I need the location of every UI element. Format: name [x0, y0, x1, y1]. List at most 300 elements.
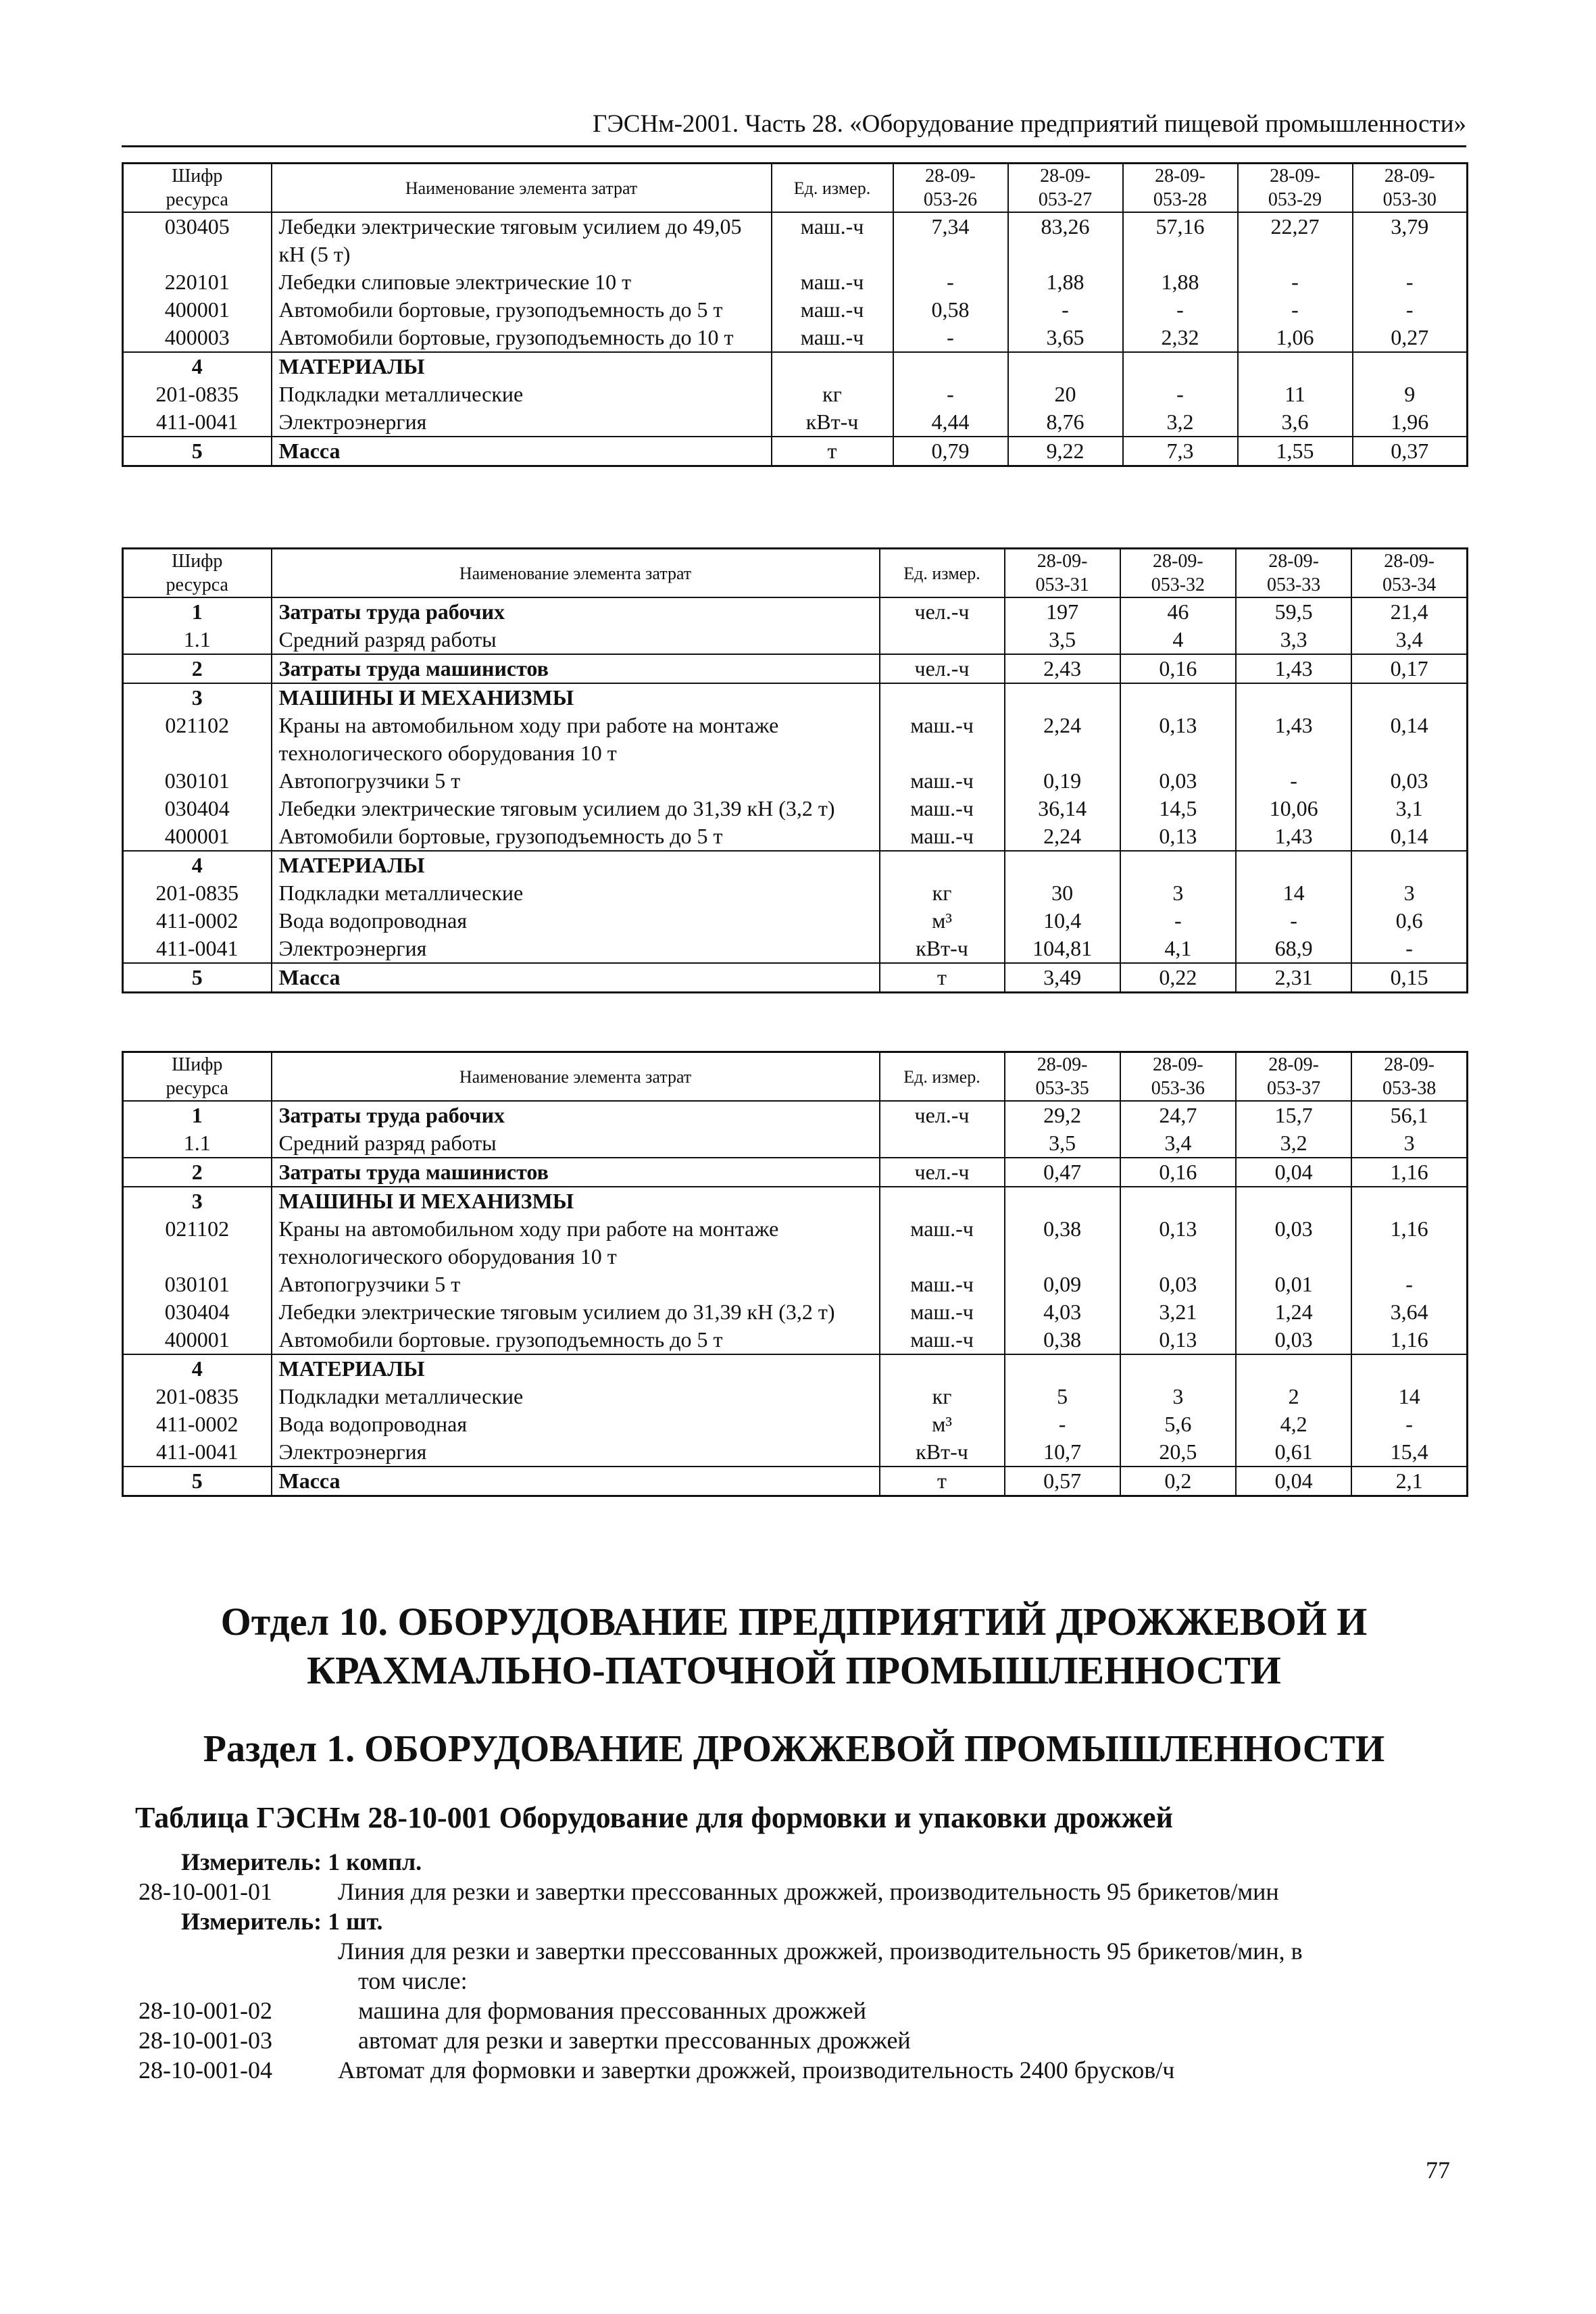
header-column-code [1123, 164, 1238, 213]
column-code-line2: 053-37 [1266, 1078, 1321, 1099]
header-code [123, 1052, 272, 1102]
unit-of-measure: чел.-ч [880, 654, 1005, 683]
cost-element-name: Масса [272, 1467, 880, 1496]
table-row [123, 795, 1468, 822]
norm-value: 3 [1351, 1129, 1467, 1158]
column-code-line2: 053-31 [1035, 574, 1089, 595]
norm-value [1123, 352, 1238, 380]
resource-code: 021102 [123, 712, 272, 767]
header-column-code [1353, 164, 1468, 213]
cost-element-name: Электроэнергия [272, 935, 880, 963]
cost-element-name: Лебедки электрические тяговым усилием до 49,05 кН (5 т) [272, 212, 772, 268]
cost-element-name: Затраты труда рабочих [272, 1101, 880, 1129]
table-row [123, 1187, 1468, 1215]
unit-of-measure: кг [880, 879, 1005, 907]
column-code-line1: 28-09- [1268, 1054, 1319, 1075]
norm-value: 5 [1005, 1383, 1120, 1410]
item-text-1: Линия для резки и завертки прессованных дрожжей, производительность 95 брикетов/мин [338, 1878, 1279, 1905]
norm-value: 2,24 [1005, 822, 1120, 851]
unit-of-measure: маш.-ч [772, 296, 893, 324]
column-code-line1: 28-09- [1153, 1054, 1203, 1075]
norm-value: 0,03 [1236, 1326, 1351, 1354]
norm-value: 0,47 [1005, 1158, 1120, 1187]
norm-value: 0,03 [1120, 1271, 1236, 1298]
table-title: Таблица ГЭСНм 28-10-001 Оборудование для формовки и упаковки дрожжей [135, 1801, 1173, 1834]
norm-value: 2,31 [1236, 963, 1351, 993]
column-code-line1: 28-09- [1384, 166, 1435, 187]
norm-value: 8,76 [1008, 408, 1123, 437]
unit-of-measure: маш.-ч [880, 795, 1005, 822]
norm-value: - [1008, 296, 1123, 324]
table-row [123, 324, 1468, 352]
norm-value: 7,3 [1123, 437, 1238, 466]
table-row [123, 1215, 1468, 1271]
column-code-line2: 053-26 [923, 189, 978, 210]
cost-element-name: Вода водопроводная [272, 907, 880, 935]
norm-value: - [1353, 296, 1468, 324]
table-row [123, 1129, 1468, 1158]
unit-of-measure: маш.-ч [880, 822, 1005, 851]
header-column-code [1120, 1052, 1236, 1102]
cost-element-name: Затраты труда машинистов [272, 654, 880, 683]
table-row [123, 1271, 1468, 1298]
resource-code: 3 [123, 683, 272, 712]
table-row [123, 654, 1468, 683]
norm-value: 0,04 [1236, 1467, 1351, 1496]
column-code-line1: 28-09- [1384, 1054, 1435, 1075]
norm-value: 11 [1238, 380, 1353, 408]
unit-of-measure: кг [880, 1383, 1005, 1410]
table-row [123, 597, 1468, 626]
item-text-4: Автомат для формовки и завертки дрожжей, производительность 2400 брусков/ч [338, 2057, 1175, 2084]
resource-code: 030405 [123, 212, 272, 268]
cost-element-name: Краны на автомобильном ходу при работе на монтаже технологического оборудования 10 т [272, 712, 880, 767]
norm-value: 0,79 [893, 437, 1008, 466]
resource-code: 411-0041 [123, 1438, 272, 1467]
norm-value: - [1123, 380, 1238, 408]
resource-code: 400001 [123, 822, 272, 851]
item-code-1: 28-10-001-01 [139, 1878, 272, 1905]
unit-of-measure [880, 683, 1005, 712]
header-unit: Ед. измер. [880, 549, 1005, 598]
cost-element-name: МАШИНЫ И МЕХАНИЗМЫ [272, 1187, 880, 1215]
resource-code: 030404 [123, 795, 272, 822]
column-code-line2: 053-29 [1268, 189, 1322, 210]
norm-value [1236, 683, 1351, 712]
norm-value: 36,14 [1005, 795, 1120, 822]
measure-label-1: Измеритель: 1 компл. [181, 1848, 422, 1875]
norm-value [1005, 851, 1120, 879]
column-code-line2: 053-30 [1382, 189, 1437, 210]
header-code-line1: Шифр [172, 1054, 223, 1075]
resource-code: 030101 [123, 1271, 272, 1298]
header-code [123, 164, 272, 213]
norm-value: - [1351, 1271, 1467, 1298]
norm-value: 22,27 [1238, 212, 1353, 268]
norm-value: 83,26 [1008, 212, 1123, 268]
resource-code: 1 [123, 1101, 272, 1129]
norm-value: 3 [1351, 879, 1467, 907]
resource-code: 4 [123, 851, 272, 879]
column-code-line1: 28-09- [1155, 166, 1205, 187]
table-row [123, 352, 1468, 380]
norm-value: 20,5 [1120, 1438, 1236, 1467]
resource-code: 411-0041 [123, 408, 272, 437]
header-unit: Ед. измер. [880, 1052, 1005, 1102]
norm-value: 3,1 [1351, 795, 1467, 822]
table-row [123, 935, 1468, 963]
unit-of-measure: т [880, 1467, 1005, 1496]
norm-value: 3,3 [1236, 626, 1351, 654]
item-text-3: автомат для резки и завертки прессованных дрожжей [358, 2027, 911, 2054]
column-code-line1: 28-09- [925, 166, 976, 187]
cost-element-name: Лебедки слиповые электрические 10 т [272, 268, 772, 296]
table-row [123, 1354, 1468, 1383]
norm-value: 0,13 [1120, 1215, 1236, 1271]
table-row [123, 683, 1468, 712]
norm-value: 4,1 [1120, 935, 1236, 963]
norm-value [1005, 1354, 1120, 1383]
header-column-code [1351, 549, 1467, 598]
resource-code: 5 [123, 437, 272, 466]
norm-value: 2,1 [1351, 1467, 1467, 1496]
header-column-code [1351, 1052, 1467, 1102]
column-code-line1: 28-09- [1270, 166, 1320, 187]
norm-value [1236, 851, 1351, 879]
cost-element-name: Затраты труда машинистов [272, 1158, 880, 1187]
unit-of-measure: т [880, 963, 1005, 993]
norm-value: 1,55 [1238, 437, 1353, 466]
norm-value: 4,03 [1005, 1298, 1120, 1326]
header-column-code [1238, 164, 1353, 213]
item-code-4: 28-10-001-04 [139, 2057, 272, 2084]
norm-value: - [1236, 907, 1351, 935]
norm-value: 1,96 [1353, 408, 1468, 437]
norm-value: 9,22 [1008, 437, 1123, 466]
norm-value: 0,37 [1353, 437, 1468, 466]
norm-value: 0,04 [1236, 1158, 1351, 1187]
norm-value: 0,13 [1120, 712, 1236, 767]
norm-value: 56,1 [1351, 1101, 1467, 1129]
norm-value [893, 352, 1008, 380]
norm-value: 14 [1351, 1383, 1467, 1410]
norm-value: 0,01 [1236, 1271, 1351, 1298]
cost-element-name: Масса [272, 963, 880, 993]
norm-value: 0,19 [1005, 767, 1120, 795]
norm-value: 3,6 [1238, 408, 1353, 437]
page-header: ГЭСНм-2001. Часть 28. «Оборудование предприятий пищевой промышленности» [122, 109, 1466, 147]
norm-value: 0,38 [1005, 1326, 1120, 1354]
cost-element-name: Электроэнергия [272, 1438, 880, 1467]
norm-value: 0,27 [1353, 324, 1468, 352]
cost-element-name: МАТЕРИАЛЫ [272, 851, 880, 879]
table-row [123, 767, 1468, 795]
norm-value: - [1353, 268, 1468, 296]
norm-value: 0,03 [1351, 767, 1467, 795]
unit-of-measure [880, 626, 1005, 654]
cost-element-name: Автомобили бортовые, грузоподъемность до 5 т [272, 822, 880, 851]
norm-value: 1,16 [1351, 1215, 1467, 1271]
norm-value: 0,6 [1351, 907, 1467, 935]
norm-value: 3 [1120, 879, 1236, 907]
norm-value: 2 [1236, 1383, 1351, 1410]
norm-value: 1,43 [1236, 654, 1351, 683]
unit-of-measure: т [772, 437, 893, 466]
table-row [123, 963, 1468, 993]
header-code-line1: Шифр [172, 166, 223, 187]
column-code-line1: 28-09- [1040, 166, 1091, 187]
norm-value: 0,57 [1005, 1467, 1120, 1496]
cost-element-name: Подкладки металлические [272, 380, 772, 408]
department-title-line2: КРАХМАЛЬНО-ПАТОЧНОЙ ПРОМЫШЛЕННОСТИ [307, 1648, 1281, 1692]
norm-value: 0,38 [1005, 1215, 1120, 1271]
unit-of-measure: м³ [880, 1410, 1005, 1438]
norm-value: 3,4 [1120, 1129, 1236, 1158]
norm-value: 0,16 [1120, 1158, 1236, 1187]
unit-of-measure [880, 851, 1005, 879]
norm-value: 3,65 [1008, 324, 1123, 352]
table-row [123, 851, 1468, 879]
norm-value: 10,4 [1005, 907, 1120, 935]
cost-element-name: МАШИНЫ И МЕХАНИЗМЫ [272, 683, 880, 712]
table-row [123, 1467, 1468, 1496]
norm-value [1236, 1354, 1351, 1383]
header-unit: Ед. измер. [772, 164, 893, 213]
cost-element-name: Вода водопроводная [272, 1410, 880, 1438]
norm-value: 0,03 [1120, 767, 1236, 795]
norm-value: 57,16 [1123, 212, 1238, 268]
resource-code: 4 [123, 352, 272, 380]
department-title-line1: Отдел 10. ОБОРУДОВАНИЕ ПРЕДПРИЯТИЙ ДРОЖЖЕВОЙ И [220, 1600, 1368, 1644]
norm-value: 7,34 [893, 212, 1008, 268]
column-code-line1: 28-09- [1153, 551, 1203, 572]
norm-value: 3,21 [1120, 1298, 1236, 1326]
header-column-code [1005, 549, 1120, 598]
cost-element-name: Электроэнергия [272, 408, 772, 437]
norm-value [1351, 851, 1467, 879]
norm-value: 10,06 [1236, 795, 1351, 822]
cost-element-name: Средний разряд работы [272, 626, 880, 654]
unit-of-measure: маш.-ч [880, 767, 1005, 795]
norm-value: 1,06 [1238, 324, 1353, 352]
norm-value [1120, 1354, 1236, 1383]
norm-value: 21,4 [1351, 597, 1467, 626]
table-row [123, 1410, 1468, 1438]
norm-value: 197 [1005, 597, 1120, 626]
norm-value: 14,5 [1120, 795, 1236, 822]
table-row [123, 1158, 1468, 1187]
column-code-line1: 28-09- [1268, 551, 1319, 572]
header-name: Наименование элемента затрат [272, 1052, 880, 1102]
page-number: 77 [1426, 2157, 1450, 2184]
norms-table-3 [122, 1051, 1468, 1497]
intro-line-2: том числе: [358, 1967, 468, 1994]
header-column-code [1236, 1052, 1351, 1102]
item-code-2: 28-10-001-02 [139, 1997, 272, 2024]
norm-value: 24,7 [1120, 1101, 1236, 1129]
table-row [123, 712, 1468, 767]
table-row [123, 408, 1468, 437]
resource-code: 400003 [123, 324, 272, 352]
unit-of-measure: кг [772, 380, 893, 408]
norm-value: - [893, 380, 1008, 408]
header-column-code [1008, 164, 1123, 213]
norm-value: 0,09 [1005, 1271, 1120, 1298]
resource-code: 411-0002 [123, 907, 272, 935]
norm-value: 0,13 [1120, 1326, 1236, 1354]
unit-of-measure [880, 1187, 1005, 1215]
resource-code: 2 [123, 654, 272, 683]
cost-element-name: Краны на автомобильном ходу при работе на монтаже технологического оборудования 10 т [272, 1215, 880, 1271]
norm-value: 1,43 [1236, 712, 1351, 767]
cost-element-name: Лебедки электрические тяговым усилием до 31,39 кН (3,2 т) [272, 1298, 880, 1326]
norm-value: 68,9 [1236, 935, 1351, 963]
norm-value: - [1236, 767, 1351, 795]
cost-element-name: Подкладки металлические [272, 1383, 880, 1410]
header-name: Наименование элемента затрат [272, 549, 880, 598]
unit-of-measure: маш.-ч [772, 324, 893, 352]
column-code-line2: 053-27 [1038, 189, 1093, 210]
norm-value: 29,2 [1005, 1101, 1120, 1129]
norm-value: - [893, 268, 1008, 296]
resource-code: 411-0041 [123, 935, 272, 963]
cost-element-name: МАТЕРИАЛЫ [272, 1354, 880, 1383]
norm-value: - [1351, 1410, 1467, 1438]
norm-value: - [893, 324, 1008, 352]
norms-table-1 [122, 162, 1468, 467]
measure-label-2: Измеритель: 1 шт. [181, 1908, 383, 1935]
resource-code: 220101 [123, 268, 272, 296]
norm-value [1120, 683, 1236, 712]
unit-of-measure: маш.-ч [880, 1271, 1005, 1298]
norm-value: 0,61 [1236, 1438, 1351, 1467]
table-row [123, 1101, 1468, 1129]
norm-value: 3 [1120, 1383, 1236, 1410]
norm-value: 1,16 [1351, 1158, 1467, 1187]
norm-value: 3,5 [1005, 1129, 1120, 1158]
norm-value: 3,2 [1123, 408, 1238, 437]
column-code-line1: 28-09- [1037, 1054, 1088, 1075]
norm-value: 15,7 [1236, 1101, 1351, 1129]
header-code-line1: Шифр [172, 551, 223, 572]
header-code [123, 549, 272, 598]
norm-value: 0,03 [1236, 1215, 1351, 1271]
column-code-line2: 053-38 [1382, 1078, 1437, 1099]
column-code-line1: 28-09- [1384, 551, 1435, 572]
norm-value: 3,64 [1351, 1298, 1467, 1326]
table-row [123, 437, 1468, 466]
norm-value: 3,5 [1005, 626, 1120, 654]
resource-code: 201-0835 [123, 380, 272, 408]
norm-value: - [1238, 296, 1353, 324]
norm-value: 4 [1120, 626, 1236, 654]
table-row [123, 1326, 1468, 1354]
norm-value [1008, 352, 1123, 380]
unit-of-measure [880, 1354, 1005, 1383]
norm-value: 59,5 [1236, 597, 1351, 626]
norm-value [1351, 683, 1467, 712]
column-code-line2: 053-35 [1035, 1078, 1089, 1099]
cost-element-name: Подкладки металлические [272, 879, 880, 907]
norm-value: 14 [1236, 879, 1351, 907]
norm-value: 3,49 [1005, 963, 1120, 993]
unit-of-measure: маш.-ч [880, 1298, 1005, 1326]
cost-element-name: Автомобили бортовые, грузоподъемность до 10 т [272, 324, 772, 352]
unit-of-measure: чел.-ч [880, 597, 1005, 626]
table-row [123, 822, 1468, 851]
column-code-line2: 053-36 [1151, 1078, 1205, 1099]
table-row [123, 212, 1468, 268]
norm-value [1120, 1187, 1236, 1215]
norm-value: 104,81 [1005, 935, 1120, 963]
table-row [123, 879, 1468, 907]
resource-code: 400001 [123, 296, 272, 324]
unit-of-measure: кВт-ч [772, 408, 893, 437]
resource-code: 201-0835 [123, 879, 272, 907]
norm-value: 4,2 [1236, 1410, 1351, 1438]
norm-value [1351, 1354, 1467, 1383]
norm-value: - [1238, 268, 1353, 296]
column-code-line2: 053-34 [1382, 574, 1437, 595]
unit-of-measure: чел.-ч [880, 1158, 1005, 1187]
header-code-line2: ресурса [166, 574, 228, 595]
unit-of-measure [772, 352, 893, 380]
table-row [123, 296, 1468, 324]
norm-value: 4,44 [893, 408, 1008, 437]
unit-of-measure: маш.-ч [772, 212, 893, 268]
unit-of-measure: м³ [880, 907, 1005, 935]
header-code-line2: ресурса [166, 1078, 228, 1099]
header-column-code [1120, 549, 1236, 598]
resource-code: 5 [123, 1467, 272, 1496]
norm-value: 0,16 [1120, 654, 1236, 683]
resource-code: 1.1 [123, 1129, 272, 1158]
cost-element-name: Лебедки электрические тяговым усилием до 31,39 кН (3,2 т) [272, 795, 880, 822]
norm-value: 3,2 [1236, 1129, 1351, 1158]
norm-value: - [1123, 296, 1238, 324]
table-row [123, 1298, 1468, 1326]
norm-value: - [1120, 907, 1236, 935]
norm-value: 1,88 [1123, 268, 1238, 296]
cost-element-name: Масса [272, 437, 772, 466]
resource-code: 400001 [123, 1326, 272, 1354]
resource-code: 2 [123, 1158, 272, 1187]
norm-value: 20 [1008, 380, 1123, 408]
norm-value: 0,13 [1120, 822, 1236, 851]
header-column-code [893, 164, 1008, 213]
norm-value [1005, 1187, 1120, 1215]
norm-value: 0,14 [1351, 822, 1467, 851]
resource-code: 1.1 [123, 626, 272, 654]
cost-element-name: МАТЕРИАЛЫ [272, 352, 772, 380]
norm-value: 2,43 [1005, 654, 1120, 683]
norm-value: 0,2 [1120, 1467, 1236, 1496]
table-row [123, 1438, 1468, 1467]
cost-element-name: Автопогрузчики 5 т [272, 767, 880, 795]
resource-code: 411-0002 [123, 1410, 272, 1438]
column-code-line2: 053-33 [1266, 574, 1321, 595]
cost-element-name: Автомобили бортовые. грузоподъемность до 5 т [272, 1326, 880, 1354]
unit-of-measure: маш.-ч [880, 1326, 1005, 1354]
table-row [123, 907, 1468, 935]
norm-value: 3,79 [1353, 212, 1468, 268]
column-code-line2: 053-32 [1151, 574, 1205, 595]
resource-code: 021102 [123, 1215, 272, 1271]
norm-value: 1,88 [1008, 268, 1123, 296]
norms-table-2 [122, 547, 1468, 993]
table-row [123, 626, 1468, 654]
unit-of-measure: маш.-ч [880, 712, 1005, 767]
